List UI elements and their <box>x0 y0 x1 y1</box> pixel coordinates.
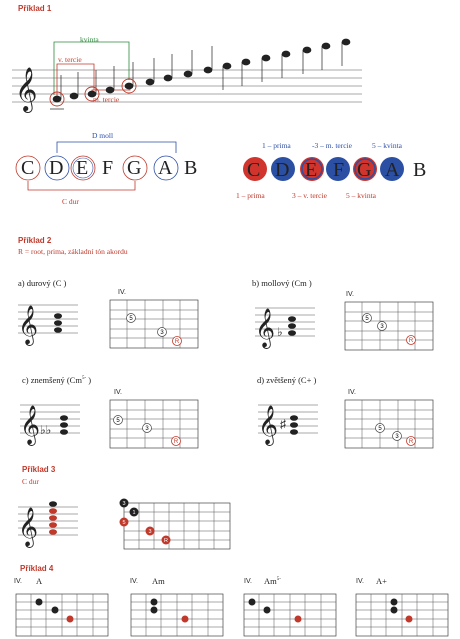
svg-text:R: R <box>173 439 179 445</box>
svg-text:R: R <box>408 338 414 344</box>
m-tercie-label: m. tercie <box>93 95 120 104</box>
svg-text:R: R <box>408 439 414 445</box>
svg-text:3: 3 <box>395 434 399 440</box>
ex4-name-4: A+ <box>376 576 387 586</box>
note-a: A <box>158 157 173 179</box>
note-e: E <box>76 157 89 179</box>
chord-c-label: c) znemšený ($Cm^{5-}$ ) <box>22 375 92 385</box>
svg-text:5: 5 <box>129 316 133 322</box>
red-label-2: 3 – v. tercie <box>292 191 327 200</box>
svg-text:R: R <box>164 538 168 544</box>
svg-text:5: 5 <box>365 316 369 322</box>
ex4-name-3: $Am^{5-}$ <box>264 576 281 586</box>
note-d: D <box>49 157 64 179</box>
chord-d-label: d) zvětšený (C+ ) <box>257 375 317 385</box>
ex4-name-1: A <box>36 576 43 586</box>
ex4-name-2: Am <box>152 576 165 586</box>
note-g-colored: G <box>357 159 372 181</box>
pos-d: IV. <box>348 389 356 396</box>
example-1-title: Příklad 1 <box>18 4 52 13</box>
chord-b-label: b) mollový (Cm ) <box>252 278 312 288</box>
svg-text:5: 5 <box>378 426 382 432</box>
blue-label-3: 5 – kvinta <box>372 141 402 150</box>
note-a-colored: A <box>385 159 400 181</box>
red-label-3: 5 – kvinta <box>346 191 376 200</box>
svg-text:♭♭: ♭♭ <box>40 423 52 437</box>
note-c-colored: C <box>247 159 261 181</box>
svg-text:♯: ♯ <box>280 417 286 431</box>
note-f-colored: F <box>333 159 345 181</box>
ex4-pos-1: IV. <box>14 578 22 585</box>
svg-text:3: 3 <box>145 426 149 432</box>
red-label-1: 1 – prima <box>236 191 265 200</box>
chord-a-label: a) durový (C ) <box>18 278 67 288</box>
note-c: C <box>21 157 35 179</box>
blue-label-1: 1 – prima <box>262 141 291 150</box>
svg-text:1: 1 <box>132 510 136 516</box>
svg-text:3: 3 <box>148 529 152 535</box>
pos-b: IV. <box>346 291 354 298</box>
note-g: G <box>127 157 142 179</box>
note-e-colored: E <box>305 159 318 181</box>
cdur-label: C dur <box>62 197 79 206</box>
example-2-subtitle: R = root, prima, základní tón akordu <box>18 247 128 256</box>
v-tercie-label: v. tercie <box>58 55 82 64</box>
note-d-colored: D <box>275 159 290 181</box>
example-2-graphics: 𝄞 5 3 R ♭ 5 3 R ♭♭ 5 3 R ♯ 5 3 R <box>0 0 460 639</box>
ex4-pos-3: IV. <box>244 578 252 585</box>
svg-text:3: 3 <box>160 330 164 336</box>
dmoll-label: D moll <box>92 131 114 140</box>
svg-text:♭: ♭ <box>277 325 283 339</box>
ex4-pos-4: IV. <box>356 578 364 585</box>
ex4-pos-2: IV. <box>130 578 138 585</box>
example-3-title: Příklad 3 <box>22 465 56 474</box>
pos-a: IV. <box>118 289 126 296</box>
svg-text:5: 5 <box>122 520 126 526</box>
svg-text:3: 3 <box>122 501 126 507</box>
pos-c: IV. <box>114 389 122 396</box>
example-4-title: Příklad 4 <box>20 564 54 573</box>
svg-text:𝄞: 𝄞 <box>15 67 38 111</box>
svg-text:5: 5 <box>116 418 120 424</box>
example-2-title: Příklad 2 <box>18 236 52 245</box>
svg-text:R: R <box>174 339 180 345</box>
note-b: B <box>184 157 198 179</box>
example-3-subtitle: C dur <box>22 477 39 486</box>
blue-label-2: -3 – m. tercie <box>312 141 352 150</box>
note-b-colored: B <box>413 159 427 181</box>
note-f: F <box>102 157 114 179</box>
svg-text:3: 3 <box>380 324 384 330</box>
kvinta-label: kvinta <box>80 35 99 44</box>
